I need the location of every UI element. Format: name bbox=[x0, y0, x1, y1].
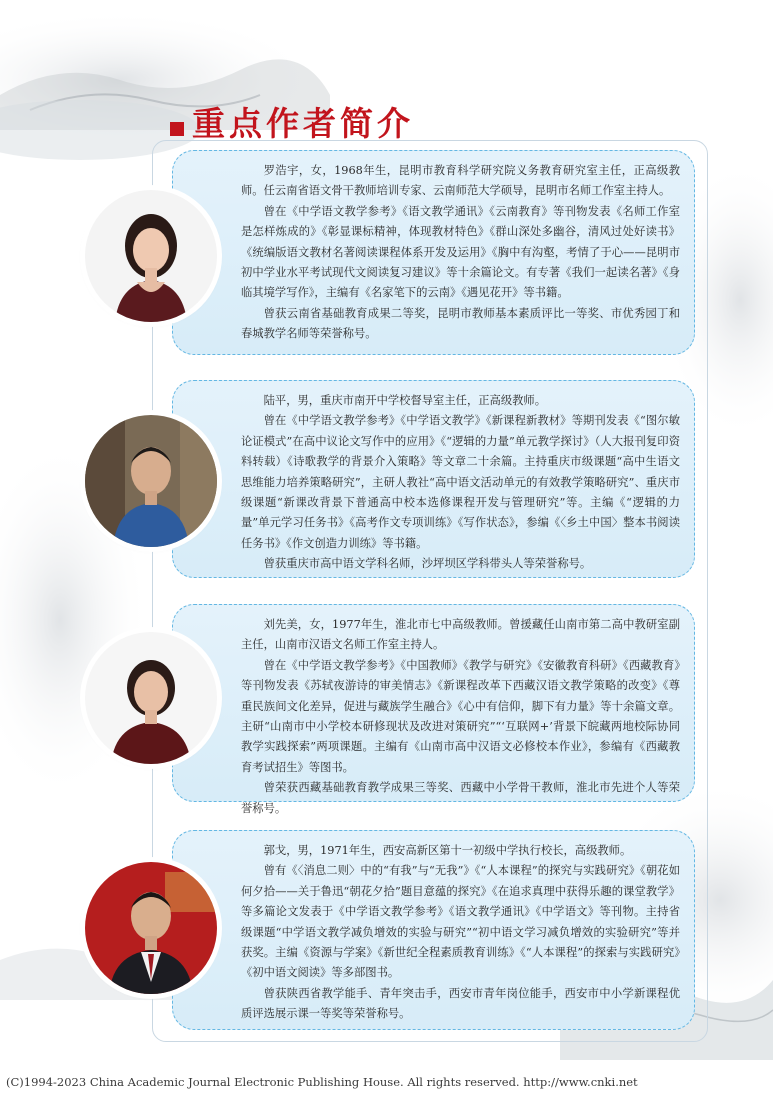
author-paragraph: 曾在《中学语文教学参考》《中国教师》《教学与研究》《安徽教育科研》《西藏教育》等刊物发表《苏轼夜游诗的审美情志》《新课程改革下西藏汉语文教学策略的改变》《尊重民族间文化差异，促进与藏族学生融合》《心中有信仰，脚下有力量》等十余篇文章。主研“山南市中小学校本研修现状及改进对策研究”“‘互联网+’背景下皖藏两地校际协同教学实践探索”两项课题。主编有《山南市高中汉语文必修校本作业》，参编有《西藏教育考试招生》等图书。 bbox=[241, 658, 680, 774]
author-portrait-1 bbox=[85, 190, 217, 322]
author-paragraph: 曾在《中学语文教学参考》《中学语文教学》《新课程新教材》等期刊发表《“图尔敏论证模式”在高中议论文写作中的应用》《“逻辑的力量”单元教学探讨》（人大报刊复印资料转载）《诗歌教学的背景介入策略》等文章二十余篇。主持重庆市级课题“高中生语文思维能力培养策略研究”，主研人教社“高中语文活动单元的有效教学策略研究”、重庆市级课题“新课改背景下普通高中校本选修课程开发与管理研究”等。主编《“逻辑的力量”单元学习任务书》《高考作文专项训练》《写作状态》，参编《〈乡土中国〉整本书阅读任务书》《作文创造力训练》等书籍。 bbox=[241, 414, 680, 550]
author-card-1 bbox=[172, 150, 695, 355]
author-portrait-4 bbox=[85, 862, 217, 994]
author-card-3 bbox=[172, 604, 695, 815]
author-card-4 bbox=[172, 830, 695, 1030]
author-portrait-3 bbox=[85, 632, 217, 764]
section-heading bbox=[170, 98, 414, 145]
author-paragraph: 曾获陕西省教学能手、青年突击手，西安市青年岗位能手，西安市中小学新课程优质评选展示课一等奖等荣誉称号。 bbox=[241, 986, 680, 1021]
author-paragraph: 罗浩宇，女，1968年生，昆明市教育科学研究院义务教育研究室主任，正高级教师。任云南省语文骨干教师培训专家、云南师范大学硕导，昆明市名师工作室主持人。 bbox=[241, 164, 680, 198]
author-paragraph: 郭戈，男，1971年生，西安高新区第十一初级中学执行校长，高级教师。 bbox=[263, 844, 632, 857]
author-paragraph: 曾荣获西藏基础教育教学成果三等奖、西藏中小学骨干教师，淮北市先进个人等荣誉称号。 bbox=[241, 781, 680, 815]
author-paragraph: 曾获云南省基础教育成果二等奖，昆明市教师基本素质评比一等奖、市优秀园丁和春城教学名师等荣誉称号。 bbox=[241, 306, 680, 341]
page-title: 重点作者简介 bbox=[192, 104, 414, 143]
author-paragraph: 曾有《〈消息二则〉中的“有我”与“无我”》《“人本课程”的探究与实践研究》《朝花如何夕拾——关于鲁迅“朝花夕拾”题目意蕴的探究》《在追求真理中获得乐趣的课堂教学》等多篇论文发表于《中学语文教学参考》《语文教学通讯》《中学语文》等刊物。主持省级课题“中学语文教学减负增效的实验与研究”“初中语文学习减负增效的实验研究”等并获奖。主编《资源与学案》《新世纪全程素质教育训练》《“人本课程”的探索与实践研究》《初中语文阅读》等多部图书。 bbox=[241, 864, 680, 980]
author-paragraph: 曾获重庆市高中语文学科名师，沙坪坝区学科带头人等荣誉称号。 bbox=[263, 557, 592, 571]
heading-bullet bbox=[170, 122, 184, 136]
author-portrait-2 bbox=[85, 415, 217, 547]
author-paragraph: 刘先美，女，1977年生，淮北市七中高级教师。曾援藏任山南市第二高中教研室副主任，山南市汉语文名师工作室主持人。 bbox=[241, 618, 680, 652]
copyright-footer: (C)1994-2023 China Academic Journal Electronic Publishing House. All rights reserved. http://www.cnki.net bbox=[6, 1075, 638, 1089]
author-paragraph: 陆平，男，重庆市南开中学校督导室主任，正高级教师。 bbox=[263, 394, 547, 407]
author-paragraph: 曾在《中学语文教学参考》《语文教学通讯》《云南教育》等刊物发表《名师工作室是怎样炼成的》《彰显课标精神，体现教材特色》《群山深处多幽谷，清风过处好读书》《统编版语文教材名著阅读课程体系开发及运用》《胸中有沟壑，考情了于心——昆明市初中学业水平考试现代文阅读复习建议》等十余篇论文。有专著《我们一起读名著》《身临其境学写作》，主编有《名家笔下的云南》《遇见花开》等书籍。 bbox=[241, 204, 680, 300]
author-card-2 bbox=[172, 380, 695, 578]
